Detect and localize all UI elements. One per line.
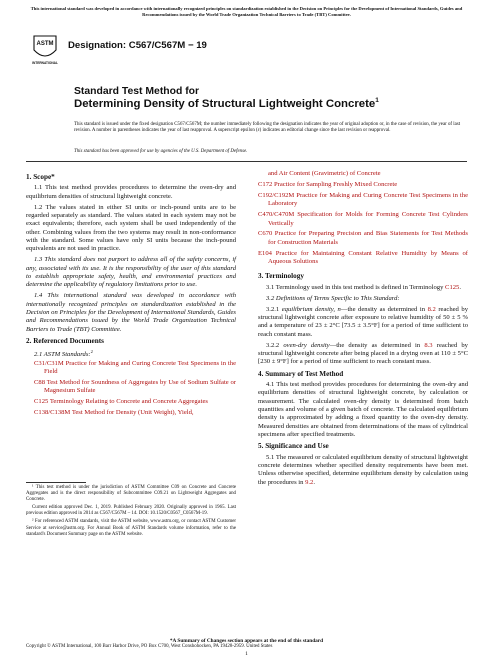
para-3-2-text: 3.2 Definitions of Terms Specific to This Standard:: [266, 294, 400, 302]
title-footnote-mark: 1: [375, 97, 379, 104]
para-3-2-1-mid: —the density as determined in: [340, 305, 428, 313]
ref-link-c88[interactable]: C88: [34, 379, 45, 387]
para-5-1: [258, 454, 468, 487]
ref-link-e104[interactable]: E104: [258, 249, 272, 257]
astm-standards-label: 2.1 ASTM Standards:: [34, 351, 91, 359]
ref-link-9-2[interactable]: 9.2: [305, 478, 314, 486]
ref-title-c88[interactable]: Test Method for Soundness of Aggregates by Use of Sodium Sulfate or Magnesium Sulfate: [44, 379, 236, 395]
footnote-1-edition: Current edition approved Dec. 1, 2019. Published February 2020. Originally approved in 1965. Last previous edition approved in 2014 as C567/C567M – 14. DOI: 10.1520/C0567_C0567M-19.: [26, 505, 236, 517]
section-1-heading: 1. Scope*: [26, 173, 55, 181]
summary-of-changes-note: *A Summary of Changes section appears at the end of this standard: [169, 638, 324, 644]
footnote-1: ¹ This test method is under the jurisdiction of ASTM Committee C09 on Concrete and Concrete Aggregates and is the direct responsibility of Subcommittee C09.21 on Lightweight Aggregates and Concrete.: [26, 485, 236, 503]
para-3-2-2-mid: —the density as determined in: [329, 341, 425, 349]
para-2-1: [26, 348, 236, 360]
ref-c31: [26, 360, 236, 377]
section-5-heading: 5. Significance and Use: [258, 442, 329, 451]
astm-logo: [30, 32, 60, 66]
para-3-2-2: [258, 342, 468, 367]
svg-text:ASTM: ASTM: [36, 41, 54, 47]
svg-text:INTERNATIONAL: INTERNATIONAL: [32, 61, 58, 65]
title-line1: Standard Test Method for: [74, 86, 200, 97]
ref-link-c31[interactable]: C31/C31M: [34, 359, 64, 367]
footnotes: [26, 485, 236, 540]
ref-c192: [258, 192, 468, 209]
issued-note: This standard is issued under the fixed designation C567/C567M; the number immediately following the designation indicates the year of original adoption or, in the case of revision, the year of last revision. A number in parentheses indicates the year of last reapproval. A superscript epsilon (ε) indicates an editorial change since the last revision or reapproval.: [74, 122, 461, 134]
right-column: [258, 170, 468, 490]
footnote-2-mark: 2: [90, 349, 93, 355]
left-column: [26, 170, 236, 420]
ref-title-c138-cont[interactable]: and Air Content (Gravimetric) of Concrete: [268, 170, 381, 177]
ref-title-c192[interactable]: Practice for Making and Curing Concrete Test Specimens in the Laboratory: [268, 191, 468, 208]
ref-title-c470[interactable]: Specification for Molds for Forming Concrete Test Cylinders Vertically: [268, 211, 468, 227]
para-3-2-1-num: 3.2.1: [266, 305, 282, 313]
tbt-notice: This international standard was developed in accordance with internationally recognized principles on standardization established in the Decision on Principles for the Development of International Standards, Guides and Recommendations issued by the World Trade Organization Technical Barriers to Trade (TBT) Committee.: [30, 6, 463, 17]
ref-title-c172[interactable]: Practice for Sampling Freshly Mixed Concrete: [273, 180, 398, 188]
ref-title-c125[interactable]: Terminology Relating to Concrete and Concrete Aggregates: [49, 398, 208, 406]
section-3-heading: 3. Terminology: [258, 272, 304, 281]
ref-link-c172[interactable]: C172: [258, 180, 273, 188]
title-line2: [74, 97, 379, 110]
para-3-2: [258, 295, 468, 303]
designation: Designation: C567/C567M − 19: [68, 40, 207, 51]
footnote-rule: [26, 482, 86, 483]
para-1-3-text: 1.3 This standard does not purport to address all of the safety concerns, if any, associated with its use. It is the responsibility of the user of this standard to establish appropriate safety, health, and environmental practices and determine the applicability of regulatory limitations prior to use.: [26, 256, 236, 289]
ref-link-c470[interactable]: C470/C470M: [258, 211, 295, 219]
para-3-1-text: 3.1 Terminology used in this test method is defined in Terminology: [266, 283, 446, 291]
ref-c125: [26, 398, 236, 406]
para-4-1: 4.1 This test method provides procedures for determining the oven-dry and equilibrium densities of structural lightweight concrete, by calculation or measurement. The calculated oven-dry density is determined from batch quantities and volume of a given batch of concrete. The calculated equilibrium density is approximated by adding a fixed quantity to the oven-dry density. Measured densities are obtained from determinations of the mass of cylindrical specimens after specified treatments.: [258, 380, 468, 439]
para-3-1-end: .: [459, 283, 461, 291]
para-3-2-2-num: 3.2.2: [266, 341, 284, 349]
ref-link-8-2[interactable]: 8.2: [427, 305, 436, 313]
section-4-heading: 4. Summary of Test Method: [258, 369, 344, 378]
ref-link-8-3[interactable]: 8.3: [424, 341, 433, 349]
ref-c138: [26, 409, 236, 417]
page-number: 1: [245, 651, 248, 657]
para-3-2-1-end: reached by structural lightweight concrete after exposure to relative humidity of 50 ± 5 % and a temperature of 23 ± 2°C [73.5 ± 3.5°F] for a period of time sufficient to reach constant mass.: [258, 305, 468, 338]
ref-link-c670[interactable]: C670: [258, 230, 273, 238]
para-1-4: [26, 292, 236, 334]
para-3-2-2-end: reached by structural lightweight concrete after being placed in a drying oven at 110 ± 5°C [230 ± 9°F] for a period of time sufficient to reach constant mass.: [258, 341, 468, 366]
footnote-2: ² For referenced ASTM standards, visit the ASTM website, www.astm.org, or contact ASTM Customer Service at service@astm.org. For Annual Book of ASTM Standards volume information, refer to the standard's Document Summary page on the ASTM website.: [26, 519, 236, 537]
ref-link-c125[interactable]: C125: [34, 398, 49, 406]
para-5-1-text: 5.1 The measured or calculated equilibrium density of structural lightweight concrete determines whether specified density requirements have been met. Unless otherwise specified, determine equilibrium density by calculation using the procedures in: [258, 453, 468, 486]
copyright-line: Copyright © ASTM International, 100 Barr Harbor Drive, PO Box C700, West Conshohocken, PA 19428-2959. United States: [26, 644, 273, 649]
para-5-1-end: .: [313, 478, 315, 486]
ref-link-c138[interactable]: C138/C138M: [34, 409, 71, 417]
header-rule: [26, 161, 467, 162]
ref-e104: [258, 250, 468, 267]
para-3-2-1: [258, 306, 468, 339]
approved-note: This standard has been approved for use by agencies of the U.S. Department of Defense.: [74, 149, 248, 154]
para-1-2: 1.2 The values stated in either SI units or inch-pound units are to be regarded separately as standard. The values stated in each system may not be exact equivalents; therefore, each system shall be used independently of the other. Combining values from the two systems may result in non-conformance with the standard. Some values have only SI units because the inch-pound equivalents are not used in practice.: [26, 203, 236, 253]
ref-title-e104[interactable]: Practice for Maintaining Constant Relative Humidity by Means of Aqueous Solutions: [268, 249, 468, 266]
section-2-heading: 2. Referenced Documents: [26, 336, 104, 345]
para-1-4-text: 1.4 This international standard was developed in accordance with internationally recognized principles on standardization established in the Decision on Principles for the Development of International Standards, Guides and Recommendations issued by the World Trade Organization Technical Barriers to Trade (TBT) Committee.: [26, 292, 236, 333]
ref-c172: [258, 181, 468, 189]
ref-title-c138[interactable]: Test Method for Density (Unit Weight), Yield,: [71, 409, 194, 417]
ref-c88: [26, 379, 236, 396]
para-1-3: [26, 256, 236, 289]
term-oven-dry-density: oven-dry density: [283, 341, 330, 349]
ref-title-c31[interactable]: Practice for Making and Curing Concrete Test Specimens in the Field: [44, 359, 236, 376]
para-1-1: 1.1 This test method provides procedures to determine the oven-dry and equilibrium densities of structural lightweight concrete.: [26, 184, 236, 200]
title-text: Determining Density of Structural Lightweight Concrete: [74, 97, 376, 110]
ref-link-c125-term[interactable]: C125: [445, 283, 460, 291]
ref-c670: [258, 230, 468, 247]
para-3-1: [258, 284, 468, 292]
ref-link-c192[interactable]: C192/C192M: [258, 191, 295, 199]
ref-c470: [258, 211, 468, 228]
term-equilibrium-density: equilibrium density, n: [281, 305, 341, 313]
ref-c138-continued: [258, 170, 468, 178]
ref-title-c670[interactable]: Practice for Preparing Precision and Bias Statements for Test Methods for Construction Materials: [268, 230, 468, 246]
